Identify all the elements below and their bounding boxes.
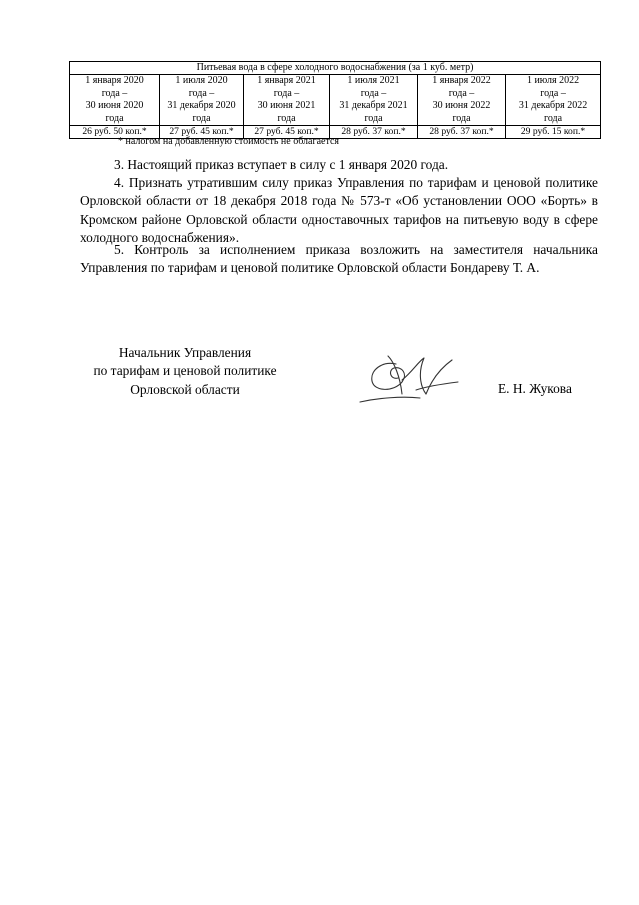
period-cell: 1 июля 2020 года – 31 декабря 2020 года — [160, 75, 244, 126]
paragraph-3: 3. Настоящий приказ вступает в силу с 1 января 2020 года. — [114, 157, 449, 172]
price-cell: 28 руб. 37 коп.* — [330, 126, 418, 139]
price-cell: 27 руб. 45 коп.* — [160, 126, 244, 139]
vat-footnote: * налогом на добавленную стоимость не облагается — [118, 136, 339, 147]
signer-name: Е. Н. Жукова — [498, 381, 572, 396]
signer-position — [80, 344, 290, 399]
price-cell: 26 руб. 50 коп.* — [70, 126, 160, 139]
period-row — [70, 75, 601, 126]
price-cell: 27 руб. 45 коп.* — [244, 126, 330, 139]
signer-line-1: Начальник Управления — [118, 345, 252, 360]
period-cell: 1 января 2021 года – 30 июня 2021 года — [244, 75, 330, 126]
period-cell: 1 января 2020 года – 30 июня 2020 года — [70, 75, 160, 126]
period-cell: 1 июля 2021 года – 31 декабря 2021 года — [330, 75, 418, 126]
signer-line-2: по тарифам и ценовой политике — [93, 363, 277, 379]
period-cell: 1 января 2022 года – 30 июня 2022 года — [418, 75, 506, 126]
signer-line-3: Орловской области — [130, 381, 240, 397]
period-cell: 1 июля 2022 года – 31 декабря 2022 года — [506, 75, 601, 126]
paragraph-5: 5. Контроль за исполнением приказа возложить на заместителя начальника Управления по тарифам и ценовой политике Орловской области Бондареву Т. А. — [80, 242, 598, 276]
handwritten-signature-icon — [358, 348, 478, 410]
paragraph-4: 4. Признать утратившим силу приказ Управления по тарифам и ценовой политике Орловской области от 18 декабря 2018 года № 573-т «Об установлении ООО «Борть» в Кромском районе Орловской области одноставочных тарифов на питьевую воду в сфере холодного водоснабжения». — [80, 175, 598, 246]
price-cell: 29 руб. 15 коп.* — [506, 126, 601, 139]
tariff-table — [69, 61, 601, 139]
price-cell: 28 руб. 37 коп.* — [418, 126, 506, 139]
table-title: Питьевая вода в сфере холодного водоснабжения (за 1 куб. метр) — [70, 62, 601, 75]
table-header-row — [70, 62, 601, 75]
